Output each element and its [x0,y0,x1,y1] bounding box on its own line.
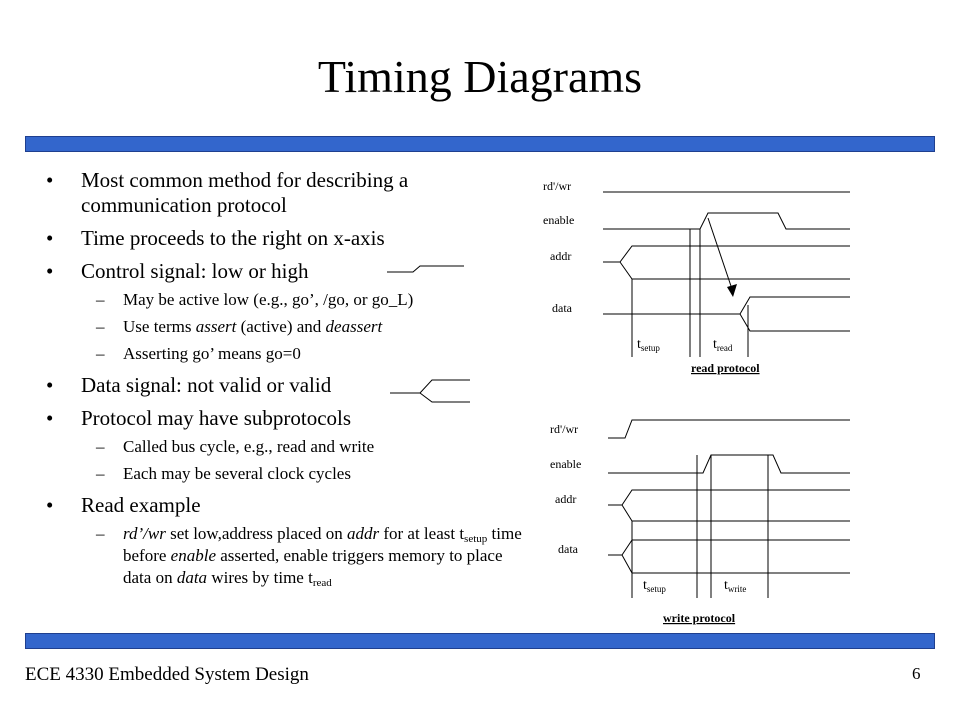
sub-bullet-item: – rd’/wr set low,address placed on addr for at least $t_{setup}$ time before enable asserted, enable triggers memory to place data on data wires by time $t_{read}$ [46,523,526,589]
read-signal-label-enable: enable [543,213,575,227]
sub-bullet-item: – Called bus cycle, e.g., read and write [46,436,526,458]
write-tsetup-label: $t_{setup}$ [643,578,666,594]
read-causality-arrow [708,218,733,292]
bullet-item: • Read example [46,493,526,518]
bullet-item: • Time proceeds to the right on x-axis [46,226,526,251]
write-twrite-label: $t_{write}$ [724,578,747,594]
read-signal-label-addr: addr [550,249,572,263]
read-tsetup-label: $t_{setup}$ [637,337,660,353]
write-enable-waveform [608,455,850,473]
read-tread-label: $t_{read}$ [713,337,733,353]
control-signal-icon [387,266,464,272]
write-addr-waveform [608,490,850,521]
footer-course-name: ECE 4330 Embedded System Design [25,664,309,685]
sub-bullet-item: – Use terms assert (active) and deassert [46,316,526,338]
data-signal-icon [390,380,470,402]
sub-bullet-item: – May be active low (e.g., go’, /go, or go_L) [46,289,526,311]
write-rdwr-waveform [608,420,850,438]
write-timing-guides [632,455,768,598]
read-signal-label-data: data [552,301,572,315]
bullet-item: • Data signal: not valid or valid [46,373,526,398]
write-signal-label-enable: enable [550,457,582,471]
write-signal-label-rdwr: rd'/wr [550,422,579,436]
write-protocol-caption: write protocol [663,611,736,625]
sub-bullet-item: – Asserting go’ means go=0 [46,343,526,365]
slide-title: Timing Diagrams [317,51,643,102]
bullet-item: • Control signal: low or high [46,259,526,284]
read-data-waveform [603,297,850,331]
read-signal-label-rdwr: rd'/wr [543,179,572,193]
page-number: 6 [912,664,921,683]
bullet-item: • Most common method for describing a communication protocol [46,168,526,218]
read-enable-waveform [603,213,850,229]
read-protocol-caption: read protocol [691,361,760,375]
write-signal-label-addr: addr [555,492,577,506]
write-signal-label-data: data [558,542,578,556]
read-arrow-head [727,284,737,297]
bullet-item: • Protocol may have subprotocols [46,406,526,431]
read-timing-guides [632,229,748,357]
write-data-waveform [608,540,850,573]
sub-bullet-item: – Each may be several clock cycles [46,463,526,485]
